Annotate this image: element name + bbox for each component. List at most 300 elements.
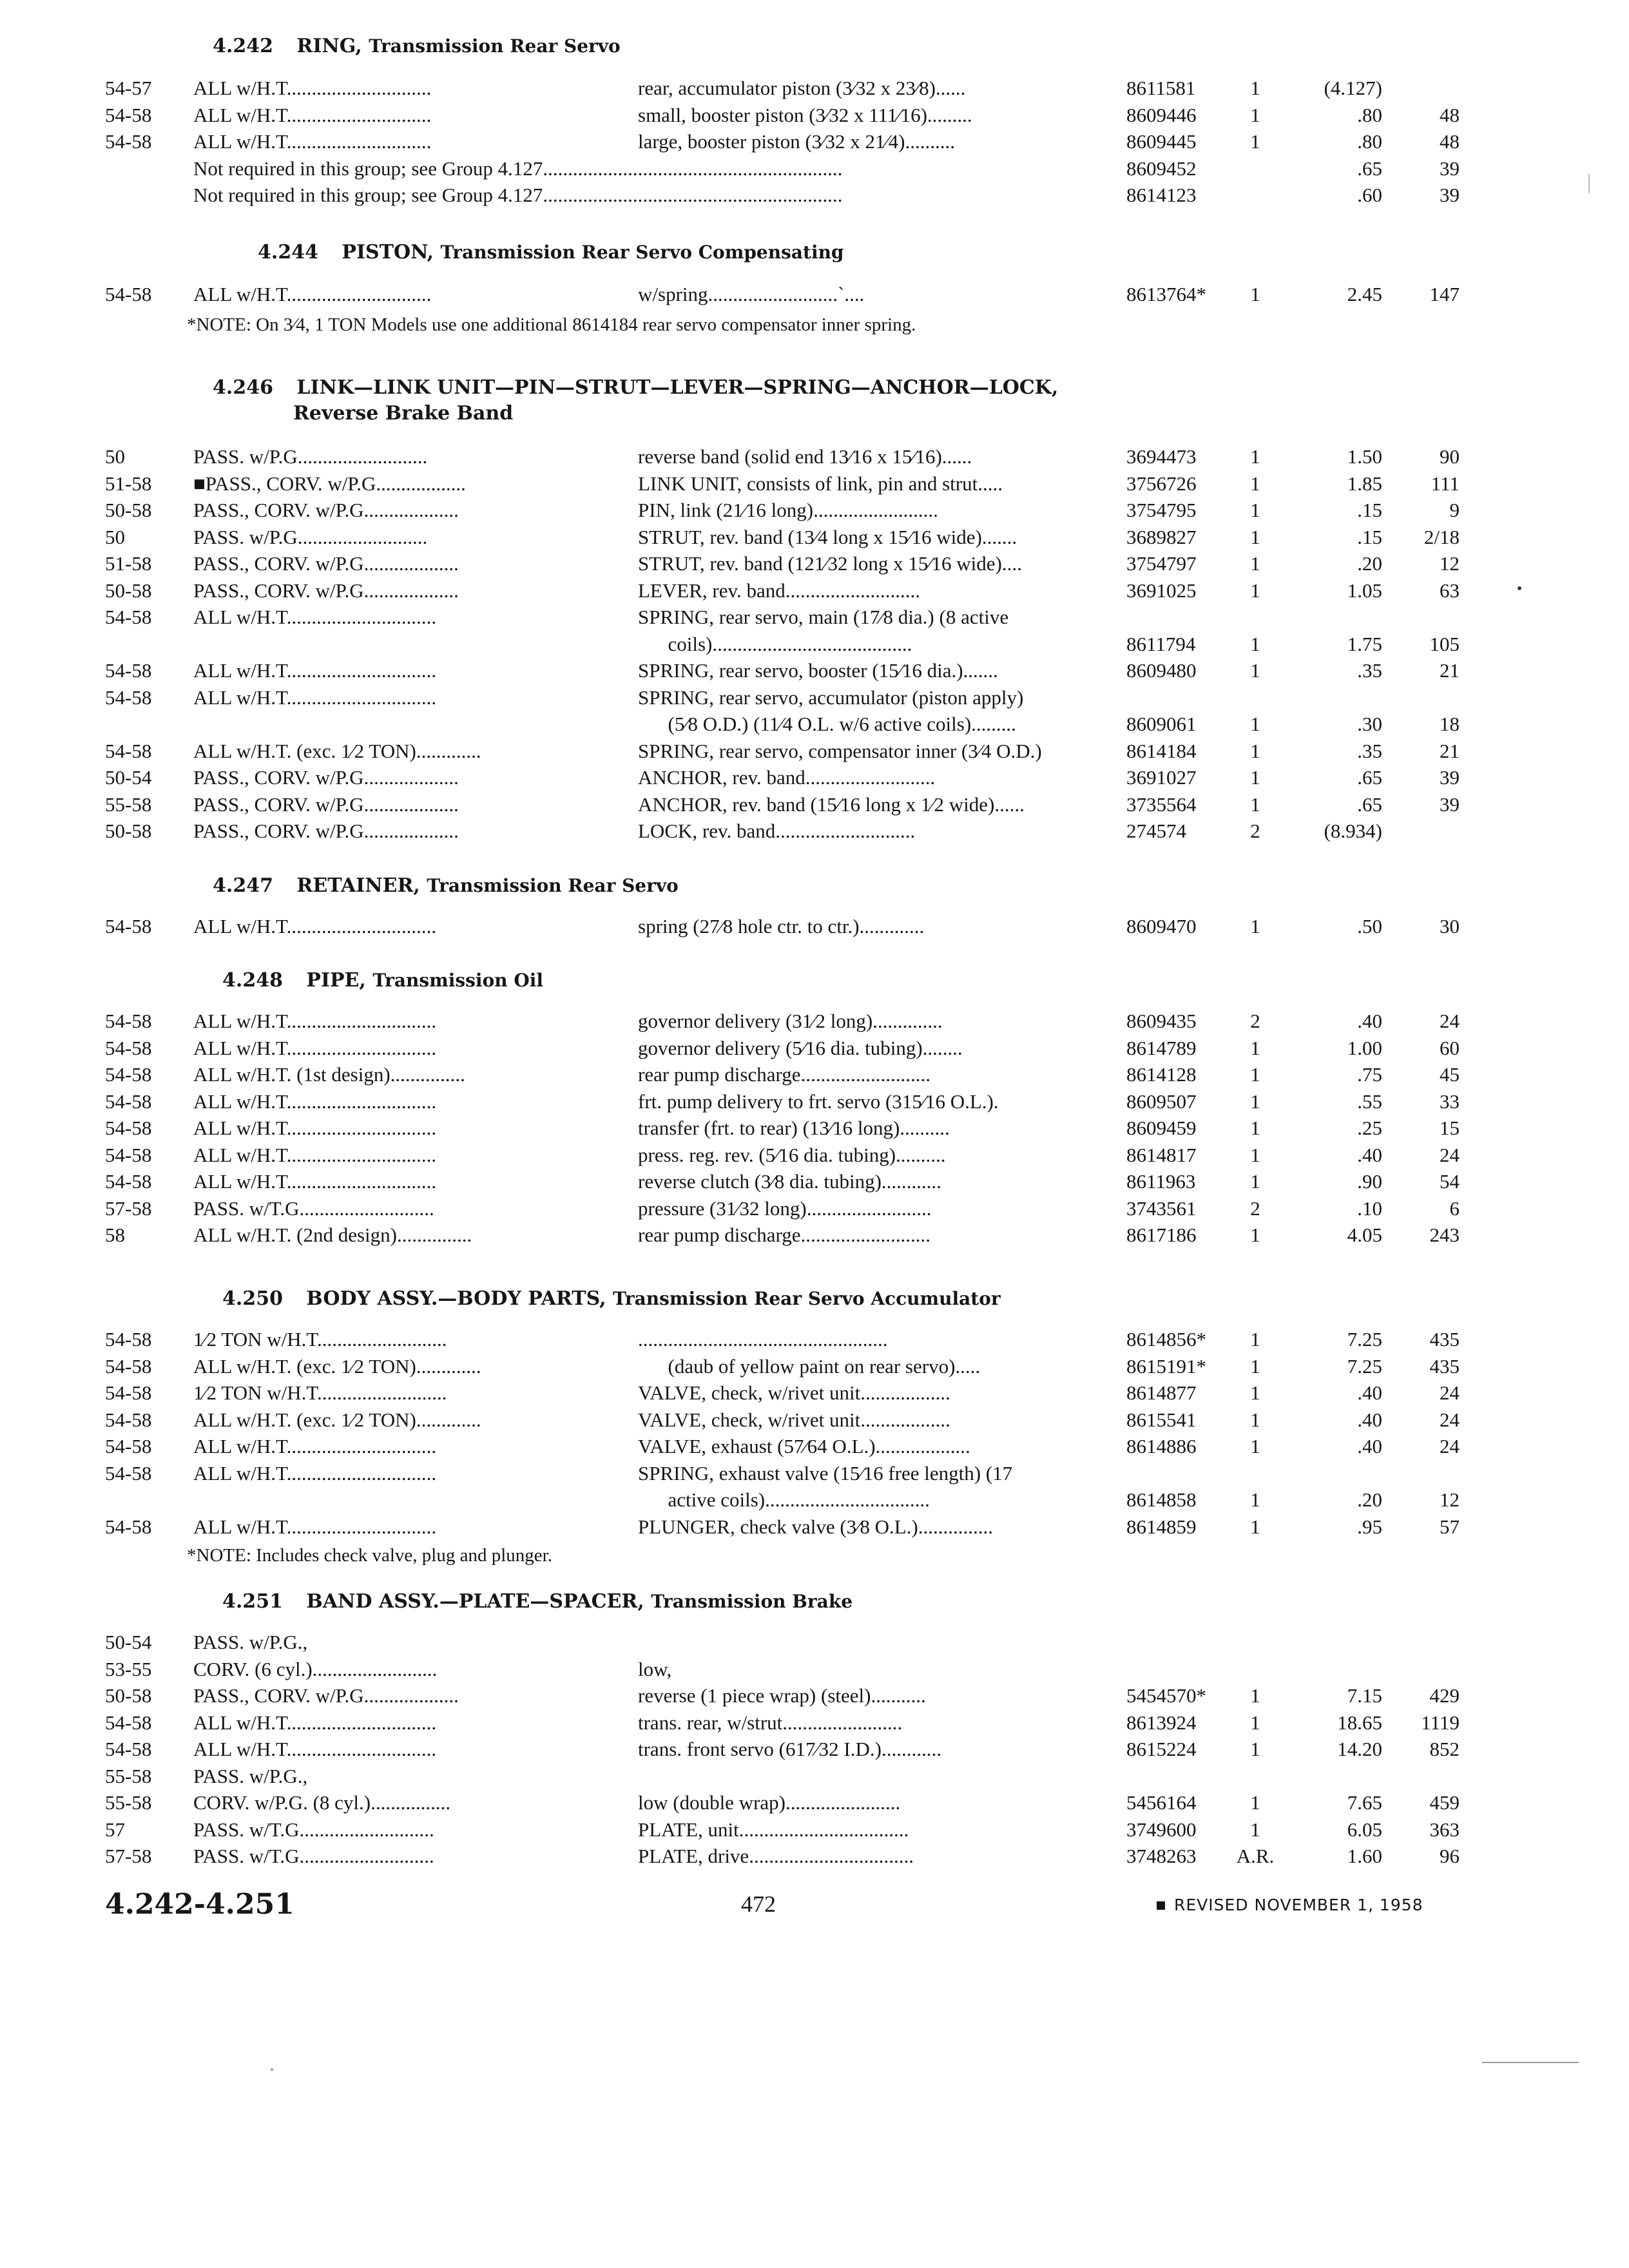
table-row [0, 1379, 1629, 1407]
price-cell: 1.05 [1347, 579, 1382, 602]
model-cell: ALL w/H.T.............................. [193, 1010, 437, 1032]
part-number-cell: 8614123 [1126, 184, 1197, 206]
part-number-cell: 8609446 [1126, 103, 1197, 126]
quantity-cell: 1 [1250, 472, 1260, 495]
section-number: 4.250 [222, 1287, 283, 1310]
section-number: 4.242 [213, 35, 273, 57]
weight-cell: 90 [1440, 445, 1460, 468]
part-number-cell: 5454570* [1126, 1684, 1206, 1707]
description-cell: reverse clutch (3⁄8 dia. tubing)............ [638, 1170, 941, 1193]
model-year-cell: 57-58 [105, 1196, 152, 1220]
quantity-cell: 1 [1250, 525, 1260, 548]
description-cell: PIN, link (21⁄16 long)......................... [638, 499, 938, 521]
model-cell: PASS. w/P.G.......................... [193, 445, 428, 468]
weight-cell: 48 [1440, 130, 1460, 153]
description-cell: rear pump discharge.......................... [638, 1063, 930, 1086]
model-cell: ALL w/H.T.............................. [193, 606, 437, 628]
description-cell: low (double wrap)....................... [638, 1791, 901, 1814]
model-cell: ALL w/H.T. (exc. 1⁄2 TON)............. [193, 739, 481, 762]
price-cell: .50 [1357, 915, 1382, 937]
table-row [0, 1353, 1629, 1380]
model-year-cell: 50-58 [105, 820, 152, 842]
description-cell: STRUT, rev. band (121⁄32 long x 15⁄16 wide).... [638, 552, 1022, 575]
part-number-cell: 8614877 [1126, 1381, 1197, 1404]
table-row [0, 604, 1629, 631]
section-title: RETAINER, [296, 874, 420, 897]
parts-table [0, 281, 1629, 308]
part-number-cell: 3748263 [1126, 1845, 1197, 1867]
model-cell: ALL w/H.T. (exc. 1⁄2 TON)............. [193, 1354, 481, 1378]
description-cell: transfer (frt. to rear) (13⁄16 long).......... [638, 1117, 950, 1139]
model-year-cell: 50 [105, 525, 125, 548]
quantity-cell: 1 [1250, 915, 1260, 937]
description-cell: low, [638, 1657, 672, 1680]
section-heading [222, 968, 1253, 994]
table-row [0, 1514, 1629, 1541]
table-row [0, 1789, 1629, 1816]
table-row [0, 524, 1629, 551]
table-row [0, 155, 1629, 182]
quantity-cell: 1 [1250, 1515, 1260, 1538]
weight-cell: 111 [1431, 472, 1460, 495]
part-number-cell: 8609452 [1126, 157, 1197, 180]
part-number-cell: 8615191* [1126, 1354, 1206, 1378]
quantity-cell: 2 [1250, 820, 1260, 842]
price-cell: 1.60 [1347, 1845, 1382, 1867]
part-number-cell: 8615224 [1126, 1738, 1197, 1760]
weight-cell: 12 [1440, 1488, 1460, 1511]
weight-cell: 459 [1429, 1791, 1460, 1814]
quantity-cell: 1 [1250, 283, 1260, 305]
model-cell: PASS., CORV. w/P.G................... [193, 499, 459, 521]
model-year-cell: 54-58 [105, 103, 152, 126]
price-cell: 1.00 [1347, 1036, 1382, 1059]
description-cell: active coils)................................. [638, 1488, 930, 1511]
weight-cell: 363 [1429, 1818, 1460, 1841]
weight-cell: 54 [1440, 1170, 1460, 1193]
part-number-cell: 8615541 [1126, 1408, 1197, 1431]
part-number-cell: 8611963 [1126, 1170, 1196, 1193]
weight-cell: 18 [1440, 713, 1460, 735]
scan-speck [1518, 586, 1521, 590]
model-cell: 1⁄2 TON w/H.T.......................... [193, 1328, 447, 1350]
model-cell: PASS. w/T.G........................... [193, 1818, 434, 1841]
model-year-cell: 50-54 [105, 766, 152, 789]
model-cell: PASS., CORV. w/P.G................... [193, 820, 459, 842]
part-number-cell: 8614886 [1126, 1435, 1197, 1457]
part-number-cell: 8614817 [1126, 1143, 1197, 1166]
price-cell: .35 [1357, 659, 1382, 682]
model-cell: ALL w/H.T.............................. [193, 1090, 437, 1113]
quantity-cell: 1 [1250, 1488, 1260, 1511]
table-row [0, 1008, 1629, 1035]
model-cell: ALL w/H.T. (exc. 1⁄2 TON)............. [193, 1408, 481, 1431]
price-cell: .80 [1357, 103, 1382, 126]
price-cell: .30 [1357, 713, 1382, 735]
part-number-cell: 8614789 [1126, 1036, 1197, 1059]
weight-cell: 24 [1440, 1010, 1460, 1032]
price-cell: .40 [1357, 1381, 1382, 1404]
quantity-cell: 1 [1250, 659, 1260, 682]
quantity-cell: 1 [1250, 552, 1260, 575]
table-row [0, 1142, 1629, 1169]
price-cell: .40 [1357, 1010, 1382, 1032]
table-row [0, 1460, 1629, 1487]
price-cell: .55 [1357, 1090, 1382, 1113]
description-cell: (daub of yellow paint on rear servo)..... [638, 1354, 981, 1378]
description-cell: .................................................. [638, 1328, 888, 1350]
part-number-cell: 3749600 [1126, 1818, 1197, 1841]
parts-table [0, 1326, 1629, 1540]
price-cell: .90 [1357, 1170, 1382, 1193]
model-cell: ALL w/H.T............................. [193, 283, 432, 305]
price-cell: 6.05 [1347, 1818, 1382, 1841]
model-year-cell: 54-58 [105, 915, 152, 937]
model-year-cell: 58 [105, 1224, 125, 1246]
parts-table [0, 1008, 1629, 1249]
quantity-cell: 1 [1250, 77, 1260, 99]
quantity-cell: A.R. [1236, 1845, 1275, 1867]
model-cell: ALL w/H.T.............................. [193, 1515, 437, 1538]
description-cell: SPRING, rear servo, accumulator (piston apply) [638, 686, 1024, 709]
description-cell: SPRING, rear servo, booster (15⁄16 dia.)....... [638, 659, 998, 682]
model-year-cell: 50-58 [105, 579, 152, 602]
model-year-cell: 54-58 [105, 1381, 152, 1404]
model-cell: PASS., CORV. w/P.G................... [193, 793, 459, 816]
model-cell: ALL w/H.T.............................. [193, 1036, 437, 1059]
weight-cell: 24 [1440, 1408, 1460, 1431]
weight-cell: 105 [1429, 632, 1460, 655]
table-row [0, 102, 1629, 129]
model-cell: ALL w/H.T. (2nd design)............... [193, 1224, 472, 1246]
section-number: 4.244 [258, 241, 318, 264]
quantity-cell: 1 [1250, 1818, 1260, 1841]
quantity-cell: 1 [1250, 130, 1260, 153]
part-number-cell: 8614858 [1126, 1488, 1197, 1511]
weight-cell: 24 [1440, 1143, 1460, 1166]
model-cell: ALL w/H.T.............................. [193, 1143, 437, 1166]
section-note: *NOTE: Includes check valve, plug and plunger. [187, 1545, 552, 1566]
description-cell: LEVER, rev. band........................... [638, 579, 920, 602]
model-cell: ALL w/H.T.............................. [193, 659, 437, 682]
weight-cell: 96 [1440, 1845, 1460, 1867]
model-cell: ALL w/H.T.............................. [193, 1435, 437, 1457]
description-cell: trans. front servo (617⁄32 I.D.)............ [638, 1738, 941, 1760]
part-number-cell: 8614128 [1126, 1063, 1197, 1086]
part-number-cell: 3743561 [1126, 1196, 1197, 1220]
price-cell: 2.45 [1347, 283, 1382, 305]
model-year-cell: 53-55 [105, 1657, 152, 1680]
parts-table [0, 443, 1629, 845]
table-row [0, 764, 1629, 791]
quantity-cell: 1 [1250, 1036, 1260, 1059]
quantity-cell: 1 [1250, 1381, 1260, 1404]
table-row [0, 128, 1629, 155]
description-cell: spring (27⁄8 hole ctr. to ctr.)............. [638, 915, 925, 937]
description-cell: pressure (31⁄32 long)......................... [638, 1196, 932, 1220]
description-cell: VALVE, check, w/rivet unit.................. [638, 1381, 950, 1404]
model-year-cell: 51-58 [105, 472, 152, 495]
weight-cell: 60 [1440, 1036, 1460, 1059]
weight-cell: 30 [1440, 915, 1460, 937]
quantity-cell: 1 [1250, 1090, 1260, 1113]
part-number-cell: 8614184 [1126, 739, 1197, 762]
quantity-cell: 1 [1250, 1711, 1260, 1734]
section-title: PIPE, [306, 969, 366, 992]
quantity-cell: 1 [1250, 1684, 1260, 1707]
quantity-cell: 1 [1250, 1435, 1260, 1457]
weight-cell: 6 [1449, 1196, 1460, 1220]
model-year-cell: 54-58 [105, 1117, 152, 1139]
price-cell: .80 [1357, 130, 1382, 153]
price-cell: 7.15 [1347, 1684, 1382, 1707]
part-number-cell: 3691025 [1126, 579, 1197, 602]
table-row [0, 1115, 1629, 1142]
table-row [0, 1433, 1629, 1460]
model-cell: 1⁄2 TON w/H.T.......................... [193, 1381, 447, 1404]
quantity-cell: 1 [1250, 1408, 1260, 1431]
model-year-cell: 54-58 [105, 686, 152, 709]
table-row [0, 1195, 1629, 1222]
model-year-cell: 54-58 [105, 1143, 152, 1166]
quantity-cell: 1 [1250, 739, 1260, 762]
weight-cell: 63 [1440, 579, 1460, 602]
section-subtitle: Transmission Oil [372, 970, 544, 991]
part-number-cell: 8609445 [1126, 130, 1197, 153]
table-row [0, 1035, 1629, 1062]
weight-cell: 24 [1440, 1381, 1460, 1404]
quantity-cell: 1 [1250, 1143, 1260, 1166]
footer-page-number: 472 [741, 1891, 776, 1917]
description-cell: SPRING, rear servo, main (17⁄8 dia.) (8 active [638, 606, 1009, 628]
section-number: 4.251 [222, 1590, 283, 1613]
table-row [0, 182, 1629, 209]
part-number-cell: 3754797 [1126, 552, 1197, 575]
weight-cell: 2/18 [1423, 525, 1460, 548]
description-cell: reverse (1 piece wrap) (steel)........... [638, 1684, 926, 1707]
section-title: BODY ASSY.—BODY PARTS, [306, 1287, 606, 1310]
quantity-cell: 1 [1250, 1354, 1260, 1378]
model-year-cell: 54-58 [105, 1354, 152, 1378]
model-year-cell: 54-58 [105, 1328, 152, 1350]
footer-section-range: 4.242-4.251 [105, 1888, 294, 1921]
model-cell: ALL w/H.T............................. [193, 77, 432, 99]
quantity-cell: 1 [1250, 1063, 1260, 1086]
table-row [0, 577, 1629, 604]
quantity-cell: 1 [1250, 445, 1260, 468]
part-number-cell: 8611794 [1126, 632, 1196, 655]
description-cell: governor delivery (5⁄16 dia. tubing)........ [638, 1036, 963, 1059]
table-row [0, 1736, 1629, 1763]
model-cell: PASS. w/P.G., [193, 1631, 308, 1653]
quantity-cell: 1 [1250, 103, 1260, 126]
model-cell: PASS. w/P.G.......................... [193, 525, 428, 548]
model-year-cell: 54-58 [105, 1738, 152, 1760]
price-cell: 4.05 [1347, 1224, 1382, 1246]
quantity-cell: 1 [1250, 1170, 1260, 1193]
price-cell: .35 [1357, 739, 1382, 762]
weight-cell: 39 [1440, 184, 1460, 206]
price-cell: 7.25 [1347, 1354, 1382, 1378]
table-row [0, 443, 1629, 470]
model-cell: ALL w/H.T.............................. [193, 915, 437, 937]
section-title-continued: Reverse Brake Band [293, 402, 514, 425]
part-number-cell: 274574 [1126, 820, 1186, 842]
quantity-cell: 1 [1250, 793, 1260, 816]
description-cell: w/spring..........................`.... [638, 283, 865, 305]
part-number-cell: 8609470 [1126, 915, 1197, 937]
part-number-cell: 8609507 [1126, 1090, 1197, 1113]
price-cell: 1.85 [1347, 472, 1382, 495]
model-cell: PASS., CORV. w/P.G................... [193, 579, 459, 602]
price-cell: (8.934) [1324, 820, 1382, 842]
description-cell: governor delivery (31⁄2 long).............. [638, 1010, 943, 1032]
model-cell: ALL w/H.T. (1st design)............... [193, 1063, 465, 1086]
model-cell: ALL w/H.T.............................. [193, 1461, 437, 1485]
model-cell: ALL w/H.T............................. [193, 130, 432, 153]
table-row [0, 791, 1629, 818]
description-cell: large, booster piston (3⁄32 x 21⁄4).......... [638, 130, 955, 153]
model-year-cell: 54-58 [105, 1435, 152, 1457]
model-year-cell: 54-58 [105, 739, 152, 762]
description-cell: frt. pump delivery to frt. servo (315⁄16 O.L.). [638, 1090, 999, 1113]
description-cell: press. reg. rev. (5⁄16 dia. tubing).......... [638, 1143, 946, 1166]
description-cell: VALVE, check, w/rivet unit.................. [638, 1408, 950, 1431]
table-row [0, 1061, 1629, 1088]
table-row [0, 913, 1629, 940]
table-row [0, 550, 1629, 577]
model-cell: PASS. w/T.G........................... [193, 1845, 434, 1867]
weight-cell: 435 [1429, 1328, 1460, 1350]
price-cell: .40 [1357, 1408, 1382, 1431]
section-heading [213, 34, 1244, 59]
model-cell: ALL w/H.T.............................. [193, 1170, 437, 1193]
price-cell: .25 [1357, 1117, 1382, 1139]
model-year-cell: 54-58 [105, 1036, 152, 1059]
price-cell: .75 [1357, 1063, 1382, 1086]
part-number-cell: 3691027 [1126, 766, 1197, 789]
quantity-cell: 2 [1250, 1196, 1260, 1220]
model-cell: PASS., CORV. w/P.G................... [193, 1684, 459, 1707]
weight-cell: 12 [1440, 552, 1460, 575]
weight-cell: 48 [1440, 103, 1460, 126]
model-cell: ALL w/H.T.............................. [193, 686, 437, 709]
weight-cell: 429 [1429, 1684, 1460, 1707]
description-cell: ANCHOR, rev. band.......................... [638, 766, 936, 789]
quantity-cell: 1 [1250, 713, 1260, 735]
model-cell: CORV. (6 cyl.)......................... [193, 1657, 438, 1680]
model-year-cell: 54-58 [105, 1515, 152, 1538]
parts-table [0, 75, 1629, 209]
description-cell: LOCK, rev. band............................ [638, 820, 916, 842]
model-year-cell: 54-58 [105, 659, 152, 682]
table-row [0, 684, 1629, 711]
application-note-cell: Not required in this group; see Group 4.127............................................................ [193, 157, 843, 180]
model-year-cell: 50-54 [105, 1631, 152, 1653]
parts-table [0, 913, 1629, 940]
part-number-cell: 8614856* [1126, 1328, 1206, 1350]
model-year-cell: 57-58 [105, 1845, 152, 1867]
description-cell: rear, accumulator piston (3⁄32 x 23⁄8)...... [638, 77, 966, 99]
section-number: 4.248 [222, 969, 283, 992]
model-year-cell: 50-58 [105, 1684, 152, 1707]
weight-cell: 39 [1440, 766, 1460, 789]
part-number-cell: 3735564 [1126, 793, 1197, 816]
part-number-cell: 5456164 [1126, 1791, 1197, 1814]
table-row [0, 1088, 1629, 1115]
model-year-cell: 54-58 [105, 1170, 152, 1193]
section-heading [258, 240, 1289, 265]
description-cell: STRUT, rev. band (13⁄4 long x 15⁄16 wide)....... [638, 525, 1017, 548]
part-number-cell: 3689827 [1126, 525, 1197, 548]
table-row [0, 657, 1629, 684]
part-number-cell: 8609480 [1126, 659, 1197, 682]
application-note-cell: Not required in this group; see Group 4.127............................................................ [193, 184, 843, 206]
weight-cell: 852 [1429, 1738, 1460, 1760]
part-number-cell: 3694473 [1126, 445, 1197, 468]
section-number: 4.247 [213, 874, 273, 897]
model-year-cell: 55-58 [105, 793, 152, 816]
table-row [0, 1763, 1629, 1790]
weight-cell: 9 [1449, 499, 1460, 521]
description-cell: trans. rear, w/strut........................ [638, 1711, 903, 1734]
weight-cell: 147 [1429, 283, 1460, 305]
section-note: *NOTE: On 3⁄4, 1 TON Models use one additional 8614184 rear servo compensator inner spring. [187, 314, 916, 335]
quantity-cell: 1 [1250, 766, 1260, 789]
price-cell: .40 [1357, 1435, 1382, 1457]
table-row [0, 470, 1629, 497]
part-number-cell: 8613764* [1126, 283, 1206, 305]
table-row [0, 1629, 1629, 1656]
quantity-cell: 2 [1250, 1010, 1260, 1032]
price-cell: .15 [1357, 525, 1382, 548]
part-number-cell: 8613924 [1126, 1711, 1197, 1734]
section-title: PISTON, [342, 241, 434, 264]
table-row [0, 738, 1629, 765]
quantity-cell: 1 [1250, 1328, 1260, 1350]
description-cell: ANCHOR, rev. band (15⁄16 long x 1⁄2 wide)...... [638, 793, 1025, 816]
model-year-cell: 54-58 [105, 1408, 152, 1431]
table-row [0, 1709, 1629, 1736]
model-year-cell: 55-58 [105, 1764, 152, 1787]
table-row [0, 75, 1629, 102]
price-cell: .40 [1357, 1143, 1382, 1166]
weight-cell: 435 [1429, 1354, 1460, 1378]
description-cell: (5⁄8 O.D.) (11⁄4 O.L. w/6 active coils)......... [638, 713, 1016, 735]
description-cell: LINK UNIT, consists of link, pin and strut..... [638, 472, 1003, 495]
model-year-cell: 54-58 [105, 283, 152, 305]
description-cell: SPRING, exhaust valve (15⁄16 free length) (17 [638, 1461, 1013, 1485]
description-cell: small, booster piston (3⁄32 x 111⁄16)......... [638, 103, 972, 126]
part-number-cell: 8617186 [1126, 1224, 1197, 1246]
section-subtitle: Transmission Rear Servo [369, 35, 621, 57]
weight-cell: 33 [1440, 1090, 1460, 1113]
price-cell: .65 [1357, 157, 1382, 180]
price-cell: 14.20 [1337, 1738, 1382, 1760]
model-year-cell: 54-58 [105, 1063, 152, 1086]
quantity-cell: 1 [1250, 632, 1260, 655]
table-row [0, 1486, 1629, 1514]
price-cell: .20 [1357, 552, 1382, 575]
section-heading [222, 1286, 1253, 1312]
model-year-cell: 54-58 [105, 130, 152, 153]
table-row [0, 497, 1629, 524]
description-cell: VALVE, exhaust (57⁄64 O.L.)................... [638, 1435, 970, 1457]
price-cell: 1.75 [1347, 632, 1382, 655]
model-year-cell: 57 [105, 1818, 125, 1841]
price-cell: .20 [1357, 1488, 1382, 1511]
table-row [0, 1222, 1629, 1249]
